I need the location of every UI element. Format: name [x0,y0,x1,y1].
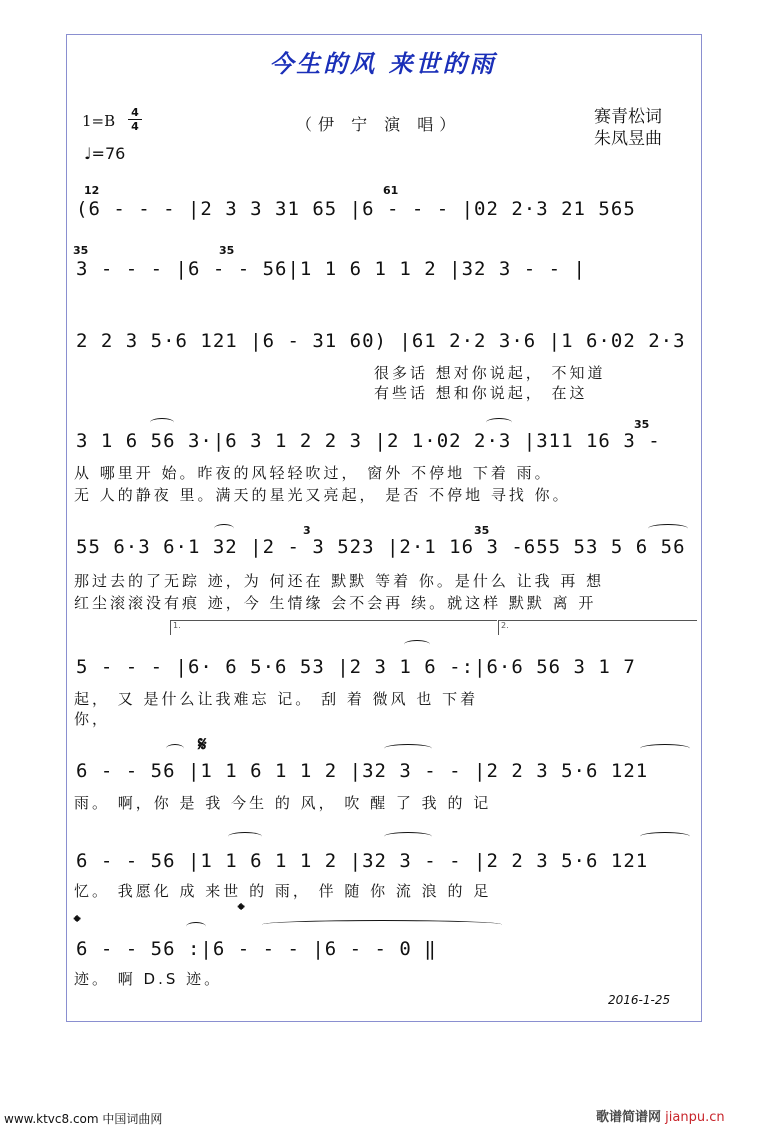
lyric-line: 无 人的静夜 里。满天的星光又亮起， 是否 不停地 寻找 你。 [74,486,571,504]
lyric-line: 那过去的了无踪 迹，为 何还在 默默 等着 你。是什么 让我 再 想 [74,572,605,590]
notation-line-5: 55 6·3 6·1 32 |2 - 3 523 |2·1 16 3 -655 53 5 6 56 [76,536,686,558]
time-signature [128,106,142,133]
slur [150,418,174,427]
notation-line-2: 3 - - - |6 - - 56|1 1 6 1 1 2 |32 3 - - | [76,258,586,280]
slur [228,832,262,841]
lyric-line: 起， 又 是什么让我难忘 记。 刮 着 微风 也 下着 [74,690,479,708]
volta-1: 1. [170,620,497,635]
slur [648,524,688,533]
slur [214,524,234,533]
slur [166,744,184,753]
segno-icon: 𝄋 [198,732,207,756]
grace-mark: 35 [219,244,235,257]
time-signature-top: 4 [131,106,139,119]
lyric-line: 很多话 想对你说起， 不知道 [374,364,606,382]
slur [384,744,432,753]
notation-line-1: (6 - - - |2 3 3 31 65 |6 - - - |02 2·3 21 565 [76,198,636,220]
time-signature-bottom: 4 [128,119,142,133]
key-signature: 1=B [82,112,116,130]
lyric-line: 你， [74,710,111,728]
slur [262,920,502,929]
coda-icon: 𝄌 [74,912,81,933]
slur [404,640,430,649]
slur [384,832,432,841]
date-stamp: 2016-1-25 [608,993,671,1007]
notation-line-8: 6 - - 56 |1 1 6 1 1 2 |32 3 - - |2 2 3 5·6 121 [76,850,649,872]
score-frame [66,34,702,1022]
footer-right-site: jianpu.cn [665,1110,725,1125]
tempo-marking: ♩=76 [84,144,126,163]
footer-right-text: 歌谱简谱网 [596,1110,662,1125]
frame-top-line [270,34,702,35]
notation-line-6: 5 - - - |6· 6 5·6 53 |2 3 1 6 -:|6·6 56 3 1 7 [76,656,636,678]
notation-line-3: 2 2 3 5·6 121 |6 - 31 60) |61 2·2 3·6 |1 6·02 2·3 [76,330,686,352]
grace-mark: 61 [383,184,399,197]
grace-mark: 3 [303,524,311,537]
slur [186,922,206,931]
footer-left-watermark: www.ktvc8.com 中国词曲网 [4,1112,163,1126]
slur [486,418,512,427]
lyric-line: 有些话 想和你说起， 在这 [374,384,588,402]
volta-2: 2. [498,620,697,635]
grace-mark: 35 [73,244,89,257]
credits [594,106,662,150]
composer-credit: 朱凤昱曲 [594,129,662,149]
footer-right-watermark [596,1106,725,1125]
lyricist-credit: 赛青松词 [594,107,662,127]
song-title: 今生的风 来世的雨 [269,49,497,78]
lyric-line: 从 哪里开 始。昨夜的风轻轻吹过， 窗外 不停地 下着 雨。 [74,464,553,482]
grace-mark: 12 [84,184,100,197]
singer-credit: （伊 宁 演 唱） [296,115,462,134]
lyric-line: 迹。 啊 D.S 迹。 [74,970,223,988]
slur [640,744,690,753]
grace-mark: 35 [634,418,650,431]
lyric-line: 忆。 我愿化 成 来世 的 雨， 伴 随 你 流 浪 的 足 [74,882,492,900]
lyric-line: 红尘滚滚没有痕 迹，今 生情缘 会不会再 续。就这样 默默 离 开 [74,594,597,612]
grace-mark: 35 [474,524,490,537]
notation-line-4: 3 1 6 56 3·|6 3 1 2 2 3 |2 1·02 2·3 |311 16 3 - [76,430,661,452]
notation-line-7: 6 - - 56 |1 1 6 1 1 2 |32 3 - - |2 2 3 5·6 121 [76,760,649,782]
coda-icon: 𝄌 [238,900,245,921]
slur [640,832,690,841]
lyric-line: 雨。 啊，你 是 我 今生 的 风， 吹 醒 了 我 的 记 [74,794,492,812]
notation-line-9: 6 - - 56 :|6 - - - |6 - - 0 ‖ [76,938,437,960]
